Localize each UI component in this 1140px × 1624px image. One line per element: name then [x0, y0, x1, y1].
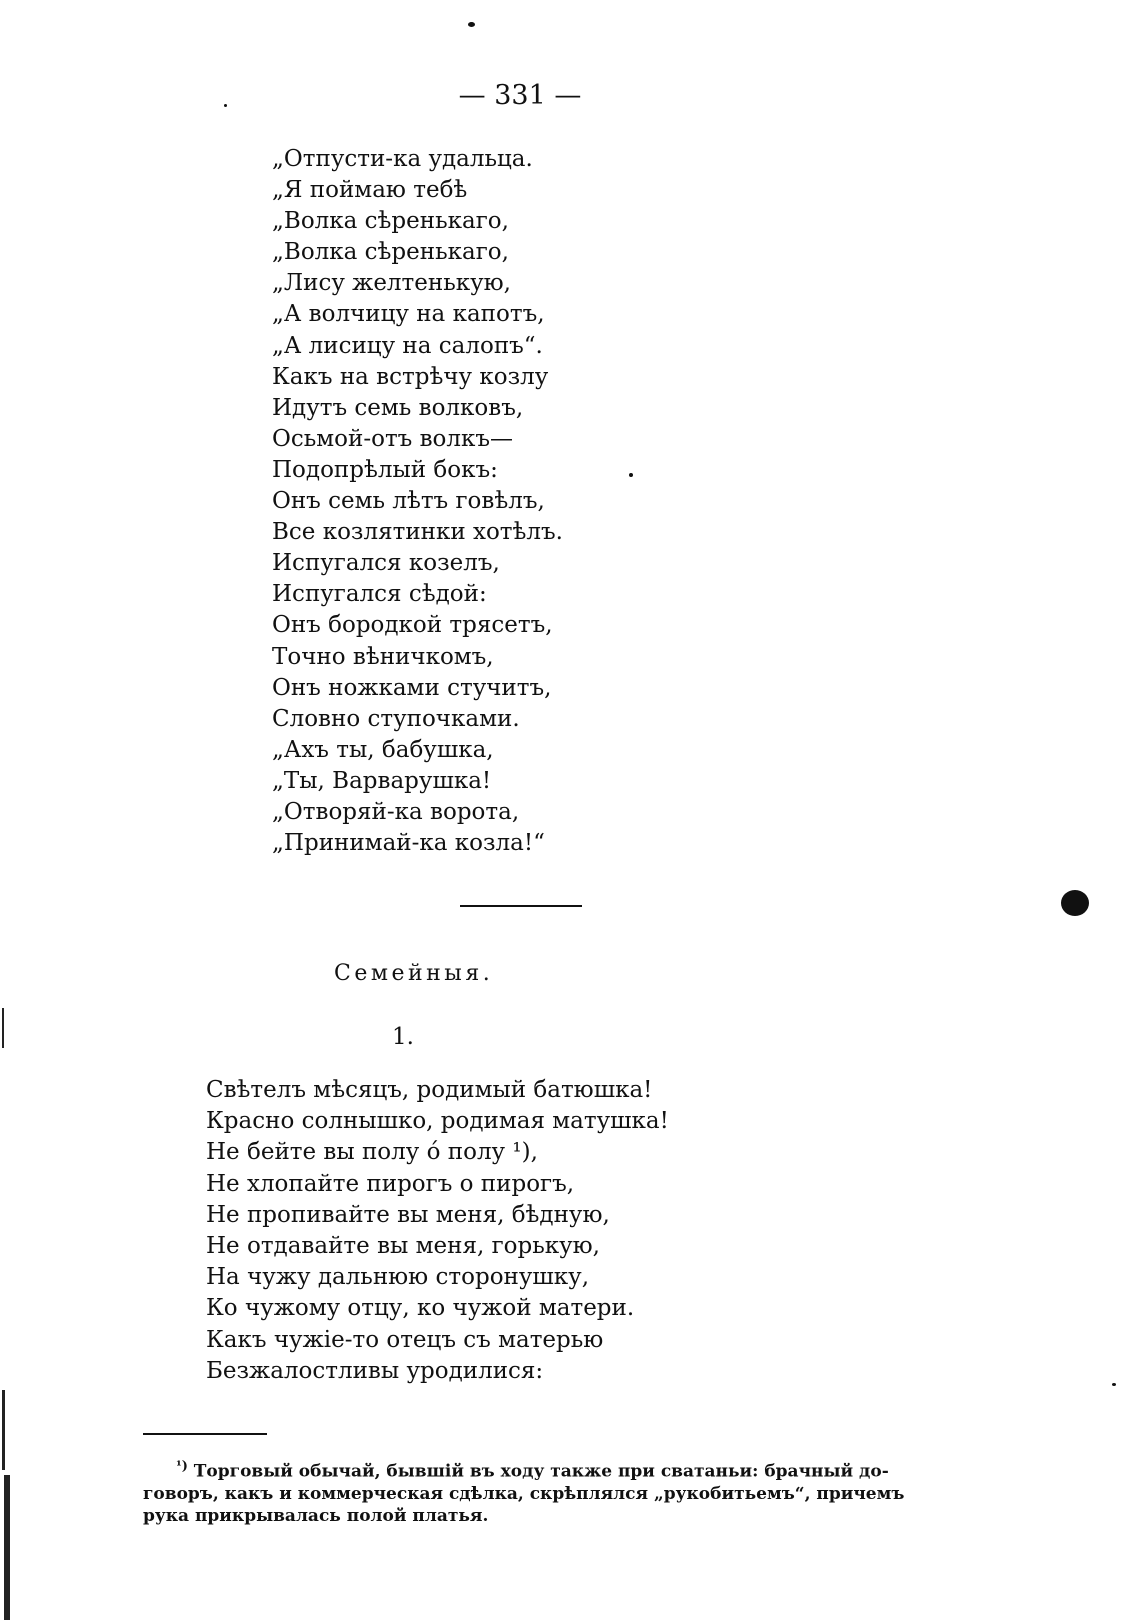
verse-line: Не бейте вы полу ó полу ¹), — [206, 1139, 538, 1166]
ink-speck — [1112, 1383, 1116, 1386]
verse-line: „Ахъ ты, бабушка, — [272, 736, 494, 763]
verse-line: Не отдавайте вы меня, горькую, — [206, 1233, 600, 1260]
verse-line: „Я поймаю тебѣ — [272, 177, 468, 204]
verse-line: „Волка сѣренькаго, — [272, 208, 509, 235]
verse-line: Какъ чужіе-то отецъ съ матерью — [206, 1326, 604, 1353]
verse-line: „Принимай-ка козла!“ — [272, 830, 545, 857]
section-divider — [460, 905, 582, 907]
footnote-line: рука прикрывалась полой платья. — [143, 1505, 489, 1526]
verse-line: Испугался сѣдой: — [272, 581, 487, 608]
verse-line: Какъ на встрѣчу козлу — [272, 363, 549, 390]
verse-line: Онъ семь лѣтъ говѣлъ, — [272, 488, 545, 515]
scan-edge-mark — [2, 1008, 4, 1048]
verse-line: „Ты, Варварушка! — [272, 767, 492, 794]
verse-line: „А лисицу на салопъ“. — [272, 332, 543, 359]
poem-first — [272, 144, 563, 859]
verse-line: Онъ бородкой трясетъ, — [272, 612, 553, 639]
verse-line: Онъ ножками стучитъ, — [272, 674, 552, 701]
verse-line: „А волчицу на капотъ, — [272, 301, 545, 328]
verse-line: Словно ступочками. — [272, 705, 520, 732]
footnote-divider — [143, 1433, 267, 1435]
scan-edge-mark — [4, 1475, 10, 1620]
verse-line: „Волка сѣренькаго, — [272, 239, 509, 266]
verse-line: „Отпусти-ка удальца. — [272, 146, 533, 172]
verse-line: Подопрѣлый бокъ: — [272, 456, 498, 483]
poem-second — [206, 1075, 669, 1387]
scan-edge-mark — [2, 1390, 5, 1470]
verse-line: Испугался козелъ, — [272, 550, 500, 577]
verse-line: Безжалостливы уродилися: — [206, 1357, 544, 1384]
section-title: Семейныя. — [334, 961, 494, 986]
verse-line: На чужу дальнюю сторонушку, — [206, 1264, 590, 1291]
section-number: 1. — [392, 1024, 414, 1050]
footnote-text: Торговый обычай, бывшій въ ходу также при сватаньи: брачный до- — [193, 1461, 889, 1482]
verse-line: Осьмой-отъ волкъ— — [272, 425, 514, 452]
ink-blot — [1061, 890, 1089, 916]
verse-line: „Лису желтенькую, — [272, 270, 511, 297]
verse-line: Все козлятинки хотѣлъ. — [272, 519, 563, 546]
verse-line: Красно солнышко, родимая матушка! — [206, 1108, 669, 1135]
footnote — [143, 1456, 903, 1527]
verse-line: „Отворяй-ка ворота, — [272, 798, 520, 825]
footnote-line — [143, 1456, 903, 1483]
verse-line: Идутъ семь волковъ, — [272, 394, 524, 421]
verse-line: Свѣтелъ мѣсяцъ, родимый батюшка! — [206, 1077, 653, 1103]
verse-line: Не пропивайте вы меня, бѣдную, — [206, 1201, 610, 1228]
page-number: — 331 — — [458, 80, 582, 111]
footnote-marker: ¹) — [176, 1459, 188, 1474]
ink-speck — [468, 22, 475, 27]
footnote-line: говоръ, какъ и коммерческая сдѣлка, скрѣплялся „рукобитьемъ“, причемъ — [143, 1483, 905, 1504]
verse-line: Ко чужому отцу, ко чужой матери. — [206, 1295, 635, 1322]
verse-line: Точно вѣничкомъ, — [272, 643, 494, 670]
verse-line: Не хлопайте пирогъ о пирогъ, — [206, 1170, 575, 1197]
ink-speck — [224, 104, 227, 107]
ink-speck — [629, 473, 633, 477]
